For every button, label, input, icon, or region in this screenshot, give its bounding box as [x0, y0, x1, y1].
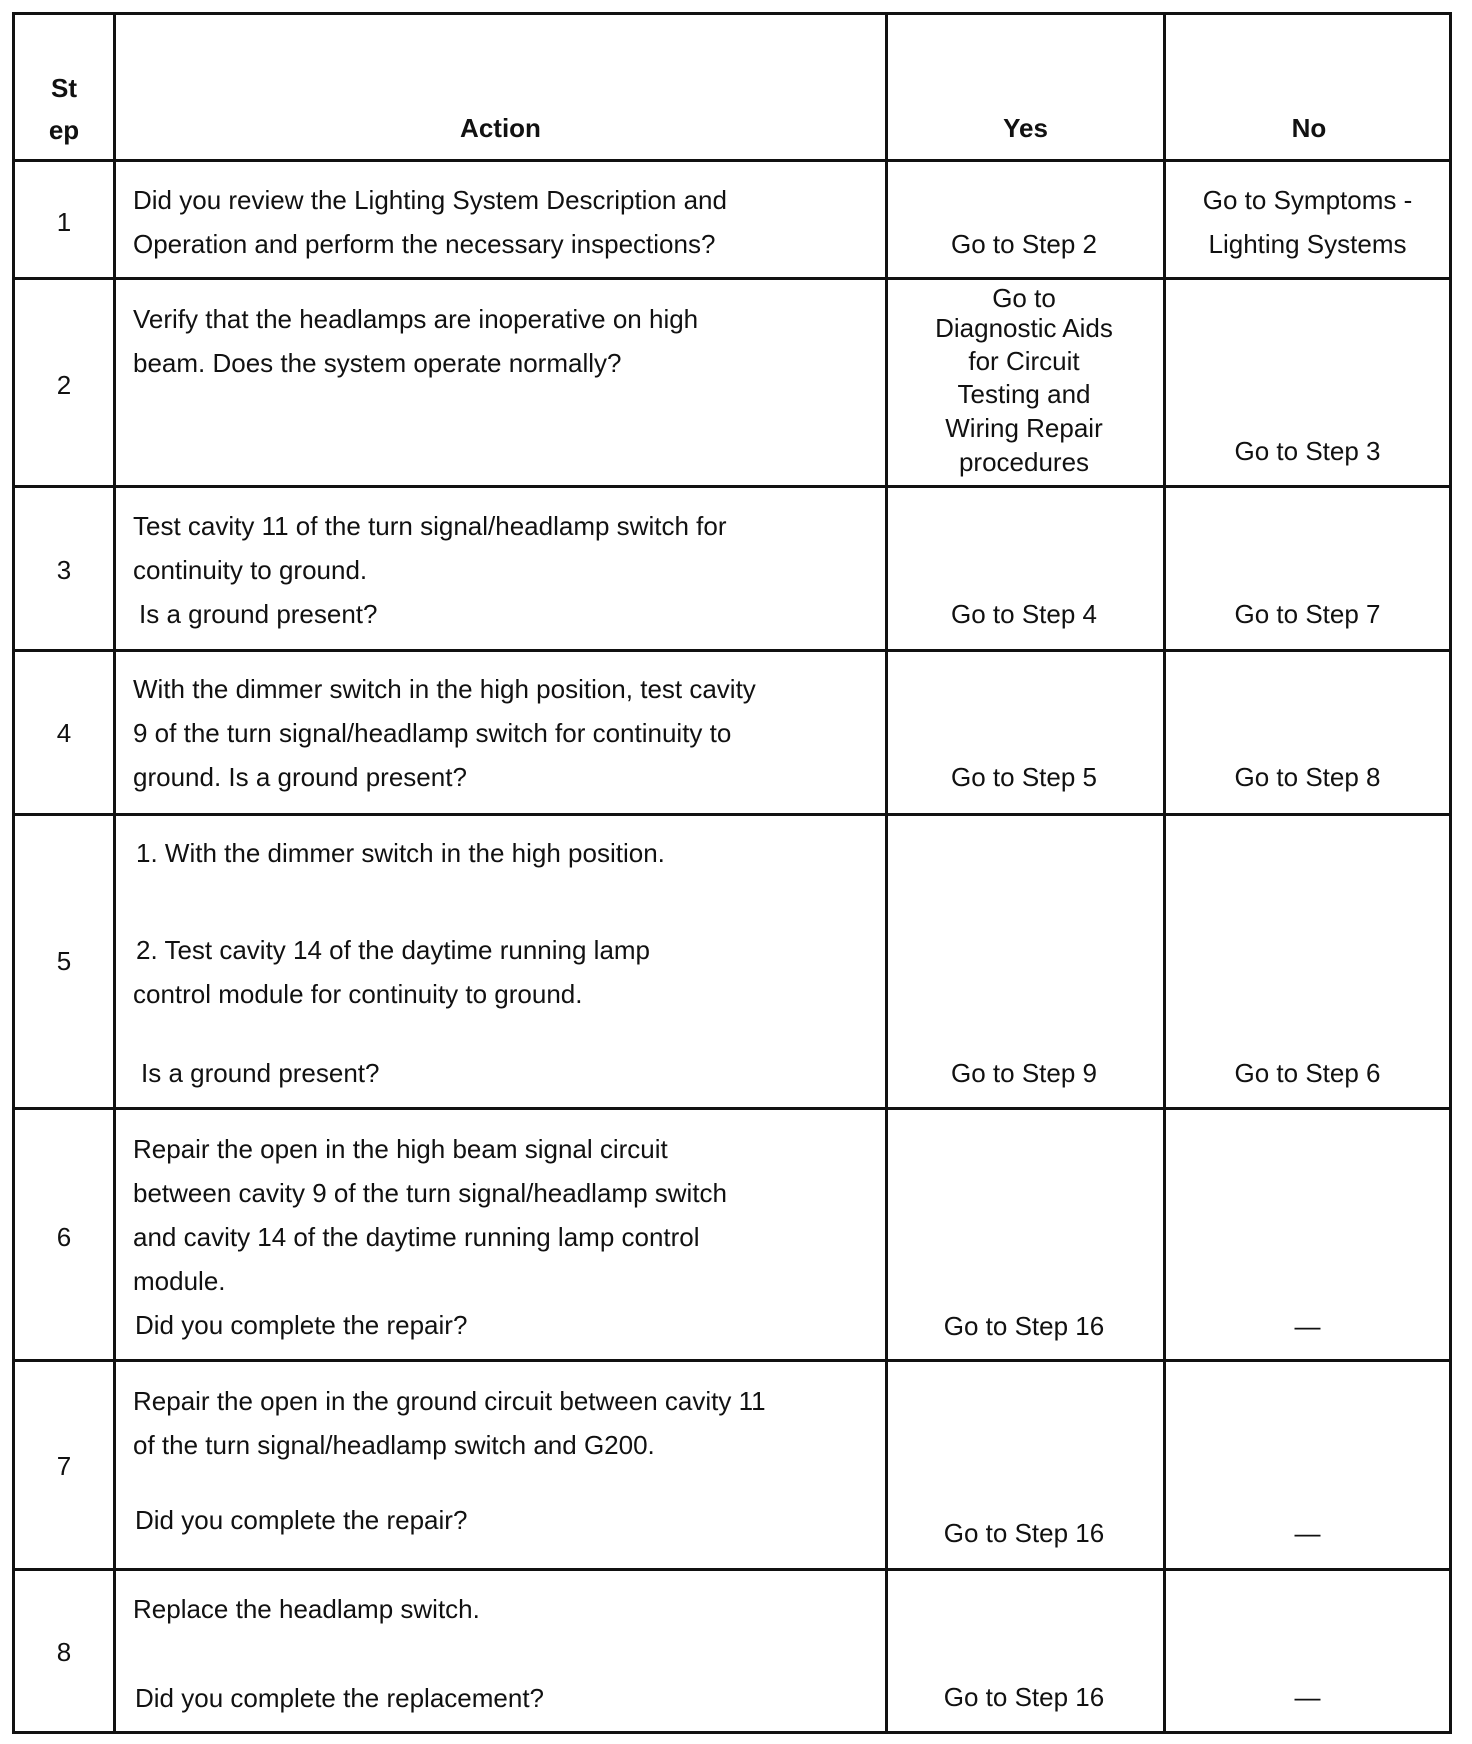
- no-result: —: [1294, 1682, 1321, 1712]
- step-number: 6: [56, 1222, 72, 1252]
- step-number: 4: [56, 718, 72, 748]
- action-question: Did you complete the replacement?: [135, 1683, 545, 1713]
- action-text: module.: [133, 1266, 226, 1296]
- row-divider: [15, 1359, 1449, 1362]
- action-question: Is a ground present?: [141, 1058, 380, 1088]
- no-result: Go to Step 7: [1234, 599, 1381, 629]
- column-divider: [113, 15, 116, 1731]
- row-divider: [15, 485, 1449, 488]
- action-question: Did you complete the repair?: [135, 1505, 468, 1535]
- action-text: 2. Test cavity 14 of the daytime running lamp: [136, 935, 651, 965]
- action-text: Verify that the headlamps are inoperative on high: [133, 304, 699, 334]
- action-text: Operation and perform the necessary inspections?: [133, 229, 716, 259]
- no-result: Go to Step 3: [1234, 436, 1381, 466]
- action-text: Replace the headlamp switch.: [133, 1594, 480, 1624]
- yes-result: Go to Step 16: [943, 1682, 1105, 1712]
- row-divider: [15, 159, 1449, 162]
- action-text: Did you review the Lighting System Description and: [133, 185, 727, 215]
- row-divider: [15, 1568, 1449, 1571]
- no-result: Go to Symptoms -: [1202, 185, 1413, 215]
- action-text: between cavity 9 of the turn signal/headlamp switch: [133, 1178, 728, 1208]
- yes-result: Wiring Repair: [945, 413, 1103, 443]
- row-divider: [15, 649, 1449, 652]
- yes-result: Diagnostic Aids: [935, 313, 1113, 343]
- header-action: Action: [460, 113, 541, 143]
- yes-result: Testing and: [957, 379, 1091, 409]
- action-text: 9 of the turn signal/headlamp switch for continuity to: [133, 718, 732, 748]
- action-text: Repair the open in the high beam signal circuit: [133, 1134, 668, 1164]
- no-result: —: [1294, 1518, 1321, 1548]
- action-text: beam. Does the system operate normally?: [133, 348, 622, 378]
- action-text: ground. Is a ground present?: [133, 762, 467, 792]
- yes-result: Go to Step 9: [951, 1058, 1097, 1088]
- yes-result: for Circuit: [968, 346, 1080, 376]
- step-number: 8: [56, 1637, 72, 1667]
- action-text: Repair the open in the ground circuit between cavity 11: [133, 1386, 766, 1416]
- action-question: Is a ground present?: [139, 599, 378, 629]
- action-text: of the turn signal/headlamp switch and G200.: [133, 1430, 655, 1460]
- header-no: No: [1291, 113, 1327, 143]
- header-step-line2: ep: [48, 115, 80, 145]
- yes-result: Go to Step 2: [951, 229, 1097, 259]
- action-text: 1. With the dimmer switch in the high position.: [136, 838, 665, 868]
- action-question: Did you complete the repair?: [135, 1310, 468, 1340]
- row-divider: [15, 277, 1449, 280]
- step-number: 1: [56, 207, 72, 237]
- yes-result: procedures: [958, 447, 1090, 477]
- step-number: 7: [56, 1451, 72, 1481]
- row-divider: [15, 813, 1449, 816]
- action-text: and cavity 14 of the daytime running lamp control: [133, 1222, 700, 1252]
- step-number: 2: [56, 370, 72, 400]
- no-result: Lighting Systems: [1208, 229, 1407, 259]
- diagnostic-table: [12, 12, 1452, 1734]
- column-divider: [1163, 15, 1166, 1731]
- yes-result: Go to Step 4: [951, 599, 1097, 629]
- no-result: —: [1294, 1311, 1321, 1341]
- action-text: continuity to ground.: [133, 555, 368, 585]
- yes-result: Go to: [992, 283, 1056, 313]
- action-text: With the dimmer switch in the high position, test cavity: [133, 674, 756, 704]
- yes-result: Go to Step 16: [943, 1311, 1105, 1341]
- header-step-line1: St: [51, 73, 77, 103]
- action-text: Test cavity 11 of the turn signal/headlamp switch for: [133, 511, 727, 541]
- row-divider: [15, 1107, 1449, 1110]
- no-result: Go to Step 6: [1234, 1058, 1381, 1088]
- yes-result: Go to Step 5: [951, 762, 1097, 792]
- step-number: 3: [56, 555, 72, 585]
- header-yes: Yes: [1003, 113, 1048, 143]
- step-number: 5: [56, 946, 72, 976]
- yes-result: Go to Step 16: [943, 1518, 1105, 1548]
- column-divider: [885, 15, 888, 1731]
- no-result: Go to Step 8: [1234, 762, 1381, 792]
- action-text: control module for continuity to ground.: [133, 979, 583, 1009]
